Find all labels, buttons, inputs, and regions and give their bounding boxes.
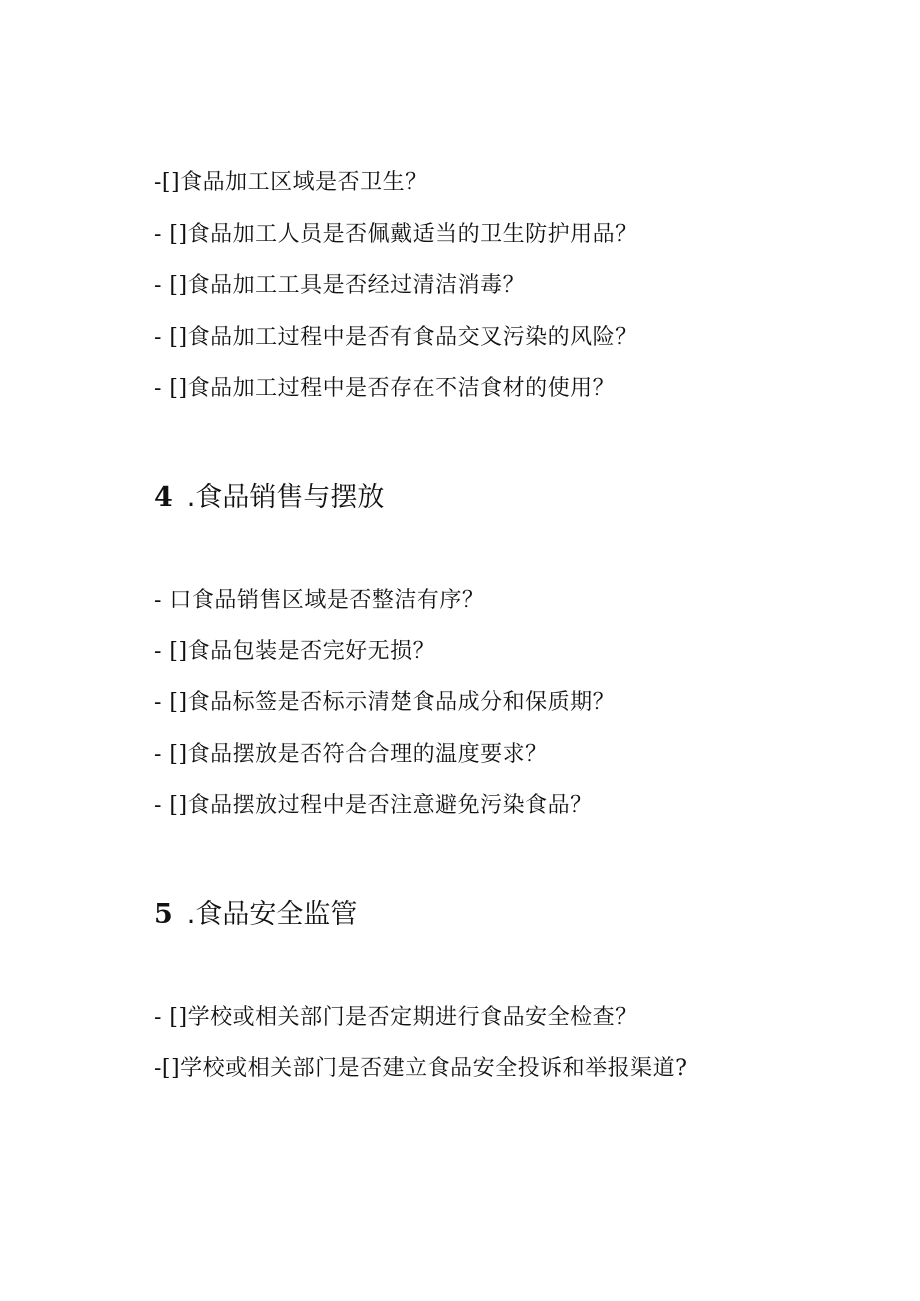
checklist-item: - []食品加工人员是否佩戴适当的卫生防护用品？ [154,222,638,247]
checklist-item: - []食品加工过程中是否有食品交叉污染的风险？ [154,325,638,350]
section-heading [154,898,357,932]
checklist-item: - []食品包装是否完好无损？ [154,639,436,664]
checklist-item: - []学校或相关部门是否定期进行食品安全检查？ [154,1005,638,1030]
checklist-item: -[]学校或相关部门是否建立食品安全投诉和举报渠道? [154,1056,688,1081]
checklist-item: - []食品加工工具是否经过清洁消毒？ [154,273,526,298]
section-number: 4 [154,482,173,513]
section-title: .食品销售与摆放 [186,482,385,513]
section-heading [154,481,384,515]
section-number: 5 [154,899,173,930]
section-title: .食品安全监管 [186,899,358,930]
checklist-item: - []食品摆放过程中是否注意避免污染食品？ [154,793,593,818]
checklist-item: -[]食品加工区域是否卫生？ [154,170,428,195]
checklist-item: - 口食品销售区域是否整洁有序？ [154,588,485,613]
checklist-item: - []食品摆放是否符合合理的温度要求？ [154,742,548,767]
checklist-item: - []食品标签是否标示清楚食品成分和保质期？ [154,690,616,715]
checklist-item: - []食品加工过程中是否存在不洁食材的使用？ [154,376,616,401]
